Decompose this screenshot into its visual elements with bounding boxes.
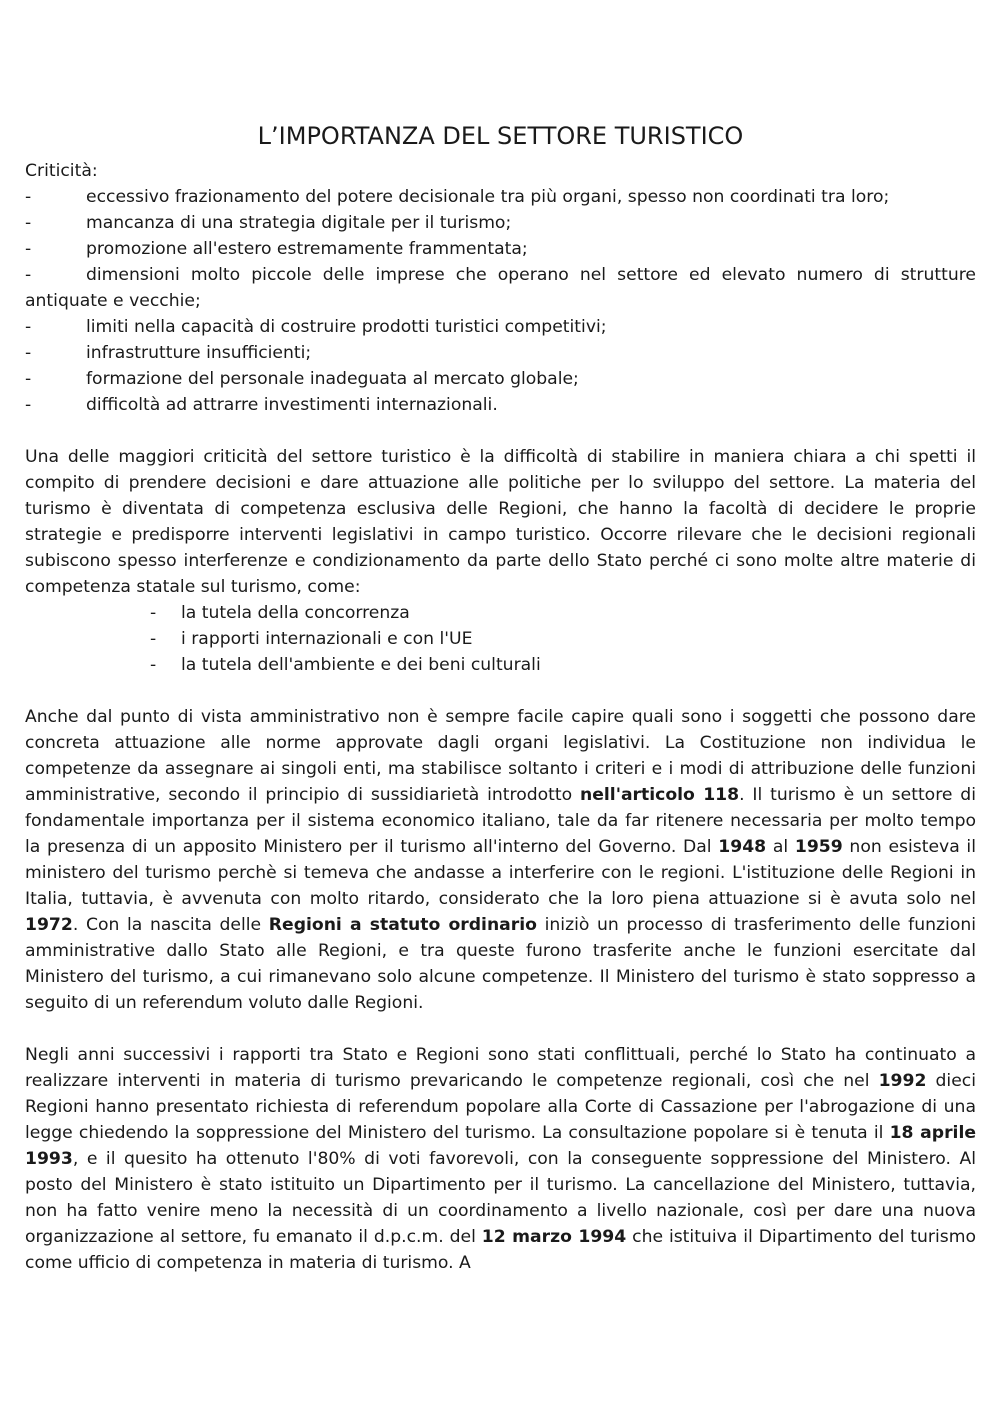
list-item: - eccessivo frazionamento del potere decisionale tra più organi, spesso non coordinati tra loro; <box>25 184 976 210</box>
bold-text: 1959 <box>794 837 843 857</box>
bold-text: 12 marzo 1994 <box>481 1227 627 1247</box>
list-item: - dimensioni molto piccole delle imprese che operano nel settore ed elevato numero di strutture antiquate e vecchie; <box>25 262 976 314</box>
paragraph-1: Una delle maggiori criticità del settore turistico è la difficoltà di stabilire in maniera chiara a chi spetti il compito di prendere decisioni e dare attuazione alle politiche per lo sviluppo del settore. La materia del turismo è diventata di competenza esclusiva delle Regioni, che hanno la facoltà di decidere le proprie strategie e predisporre interventi legislativi in campo turistico. Occorre rilevare che le decisioni regionali subiscono spesso interferenze e condizionamento da parte dello Stato perché ci sono molte altre materie di competenza statale sul turismo, come: <box>25 447 976 597</box>
paragraph-3: Negli anni successivi i rapporti tra Stato e Regioni sono stati conflittuali, perché lo Stato ha continuato a realizzare interventi in materia di turismo prevaricando le competenze regionali, così che nel 1992 dieci Regioni hanno presentato richiesta di referendum popolare alla Corte di Cassazione per l'abrogazione di una legge chiedendo la soppressione del Ministero del turismo. La consultazione popolare si è tenuta il 18 aprile 1993, e il quesito ha ottenuto l'80% di voti favorevoli, con la conseguente soppressione del Ministero. Al posto del Ministero è stato istituito un Dipartimento per il turismo. La cancellazione del Ministero, tuttavia, non ha fatto venire meno la necessità di un coordinamento a livello nazionale, così per dare una nuova organizzazione al settore, fu emanato il d.p.c.m. del 12 marzo 1994 che istituiva il Dipartimento del turismo come ufficio di competenza in materia di turismo. A <box>25 1045 976 1273</box>
list-item: - la tutela dell'ambiente e dei beni culturali <box>25 652 976 678</box>
list-item: - i rapporti internazionali e con l'UE <box>25 626 976 652</box>
bullet-dash: - <box>150 629 157 649</box>
criticita-heading: Criticità: <box>25 161 98 181</box>
bold-text: 1972 <box>25 915 73 935</box>
bold-text: 18 aprile 1993 <box>25 1123 976 1169</box>
criticita-list <box>25 184 976 418</box>
bullet-dash: - <box>25 239 32 259</box>
list-item: - limiti nella capacità di costruire prodotti turistici competitivi; <box>25 314 976 340</box>
bullet-dash: - <box>25 317 32 337</box>
list-item: - difficoltà ad attrarre investimenti internazionali. <box>25 392 976 418</box>
bullet-dash: - <box>150 603 157 623</box>
list-item: - mancanza di una strategia digitale per il turismo; <box>25 210 976 236</box>
paragraph-2: Anche dal punto di vista amministrativo non è sempre facile capire quali sono i soggetti che possono dare concreta attuazione alle norme approvate dagli organi legislativi. La Costituzione non individua le competenze da assegnare ai singoli enti, ma stabilisce soltanto i criteri e i modi di attribuzione delle funzioni amministrative, secondo il principio di sussidiarietà introdotto nell'articolo 118. Il turismo è un settore di fondamentale importanza per il sistema economico italiano, tale da far ritenere necessaria per molto tempo la presenza di un apposito Ministero per il turismo all'interno del Governo. Dal 1948 al 1959 non esisteva il ministero del turismo perchè si temeva che andasse a interferire con le regioni. L'istituzione delle Regioni in Italia, tuttavia, è avvenuta con molto ritardo, considerato che la loro piena attuazione si è avuta solo nel 1972. Con la nascita delle Regioni a statuto ordinario iniziò un processo di trasferimento delle funzioni amministrative dallo Stato alle Regioni, e tra queste furono trasferite anche le funzioni esercitate dal Ministero del turismo, a cui rimanevano solo alcune competenze. Il Ministero del turismo è stato soppresso a seguito di un referendum voluto dalle Regioni. <box>25 707 977 1013</box>
list-item: - la tutela della concorrenza <box>25 600 976 626</box>
list-item: - infrastrutture insufficienti; <box>25 340 976 366</box>
bold-text: 1948 <box>718 837 767 857</box>
bullet-dash: - <box>150 655 157 675</box>
bold-text: Regioni a statuto ordinario <box>268 915 537 935</box>
page-title: L’IMPORTANZA DEL SETTORE TURISTICO <box>257 122 744 150</box>
bullet-dash: - <box>25 265 32 285</box>
list-item: - formazione del personale inadeguata al mercato globale; <box>25 366 976 392</box>
list-item: - promozione all'estero estremamente frammentata; <box>25 236 976 262</box>
bullet-dash: - <box>25 187 32 207</box>
materie-list <box>25 600 976 678</box>
bullet-dash: - <box>25 395 32 415</box>
bullet-dash: - <box>25 369 32 389</box>
bold-text: 1992 <box>878 1071 927 1091</box>
bullet-dash: - <box>25 343 32 363</box>
bold-text: nell'articolo 118 <box>580 785 740 805</box>
bullet-dash: - <box>25 213 32 233</box>
document-page <box>25 120 976 1276</box>
